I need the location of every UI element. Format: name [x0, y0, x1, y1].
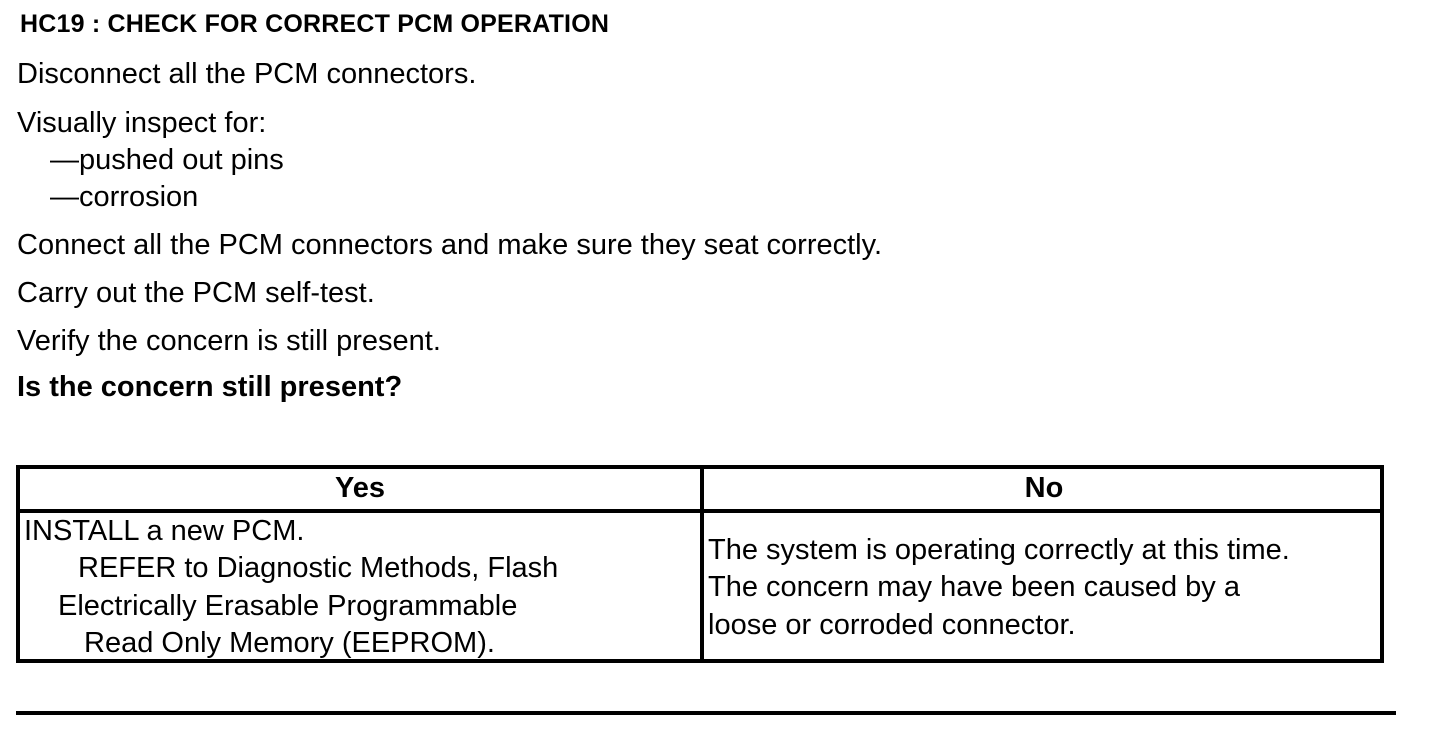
- no-line-operating: The system is operating correctly at this time.: [708, 534, 1290, 566]
- header-yes: Yes: [335, 472, 385, 504]
- bottom-rule: [16, 711, 1396, 715]
- column-divider: [700, 469, 704, 659]
- step-inspect: Visually inspect for:: [17, 107, 267, 139]
- step-self-test: Carry out the PCM self-test.: [17, 277, 375, 309]
- yes-line-electrically: Electrically Erasable Programmable: [58, 590, 518, 622]
- step-connect: Connect all the PCM connectors and make sure they seat correctly.: [17, 229, 883, 261]
- yes-line-refer: REFER to Diagnostic Methods, Flash: [78, 552, 559, 584]
- page-title: HC19 : CHECK FOR CORRECT PCM OPERATION: [20, 10, 610, 38]
- header-no: No: [1024, 472, 1064, 504]
- inspect-item-corrosion: —corrosion: [50, 181, 199, 213]
- no-line-connector: loose or corroded connector.: [708, 609, 1076, 641]
- no-line-caused: The concern may have been caused by a: [708, 571, 1240, 603]
- result-table: [16, 465, 1384, 663]
- question: Is the concern still present?: [17, 371, 403, 403]
- step-disconnect: Disconnect all the PCM connectors.: [17, 58, 477, 90]
- inspect-item-pins: —pushed out pins: [50, 144, 284, 176]
- yes-line-install: INSTALL a new PCM.: [24, 515, 305, 547]
- step-verify: Verify the concern is still present.: [17, 325, 441, 357]
- yes-line-read-only: Read Only Memory (EEPROM).: [84, 627, 495, 659]
